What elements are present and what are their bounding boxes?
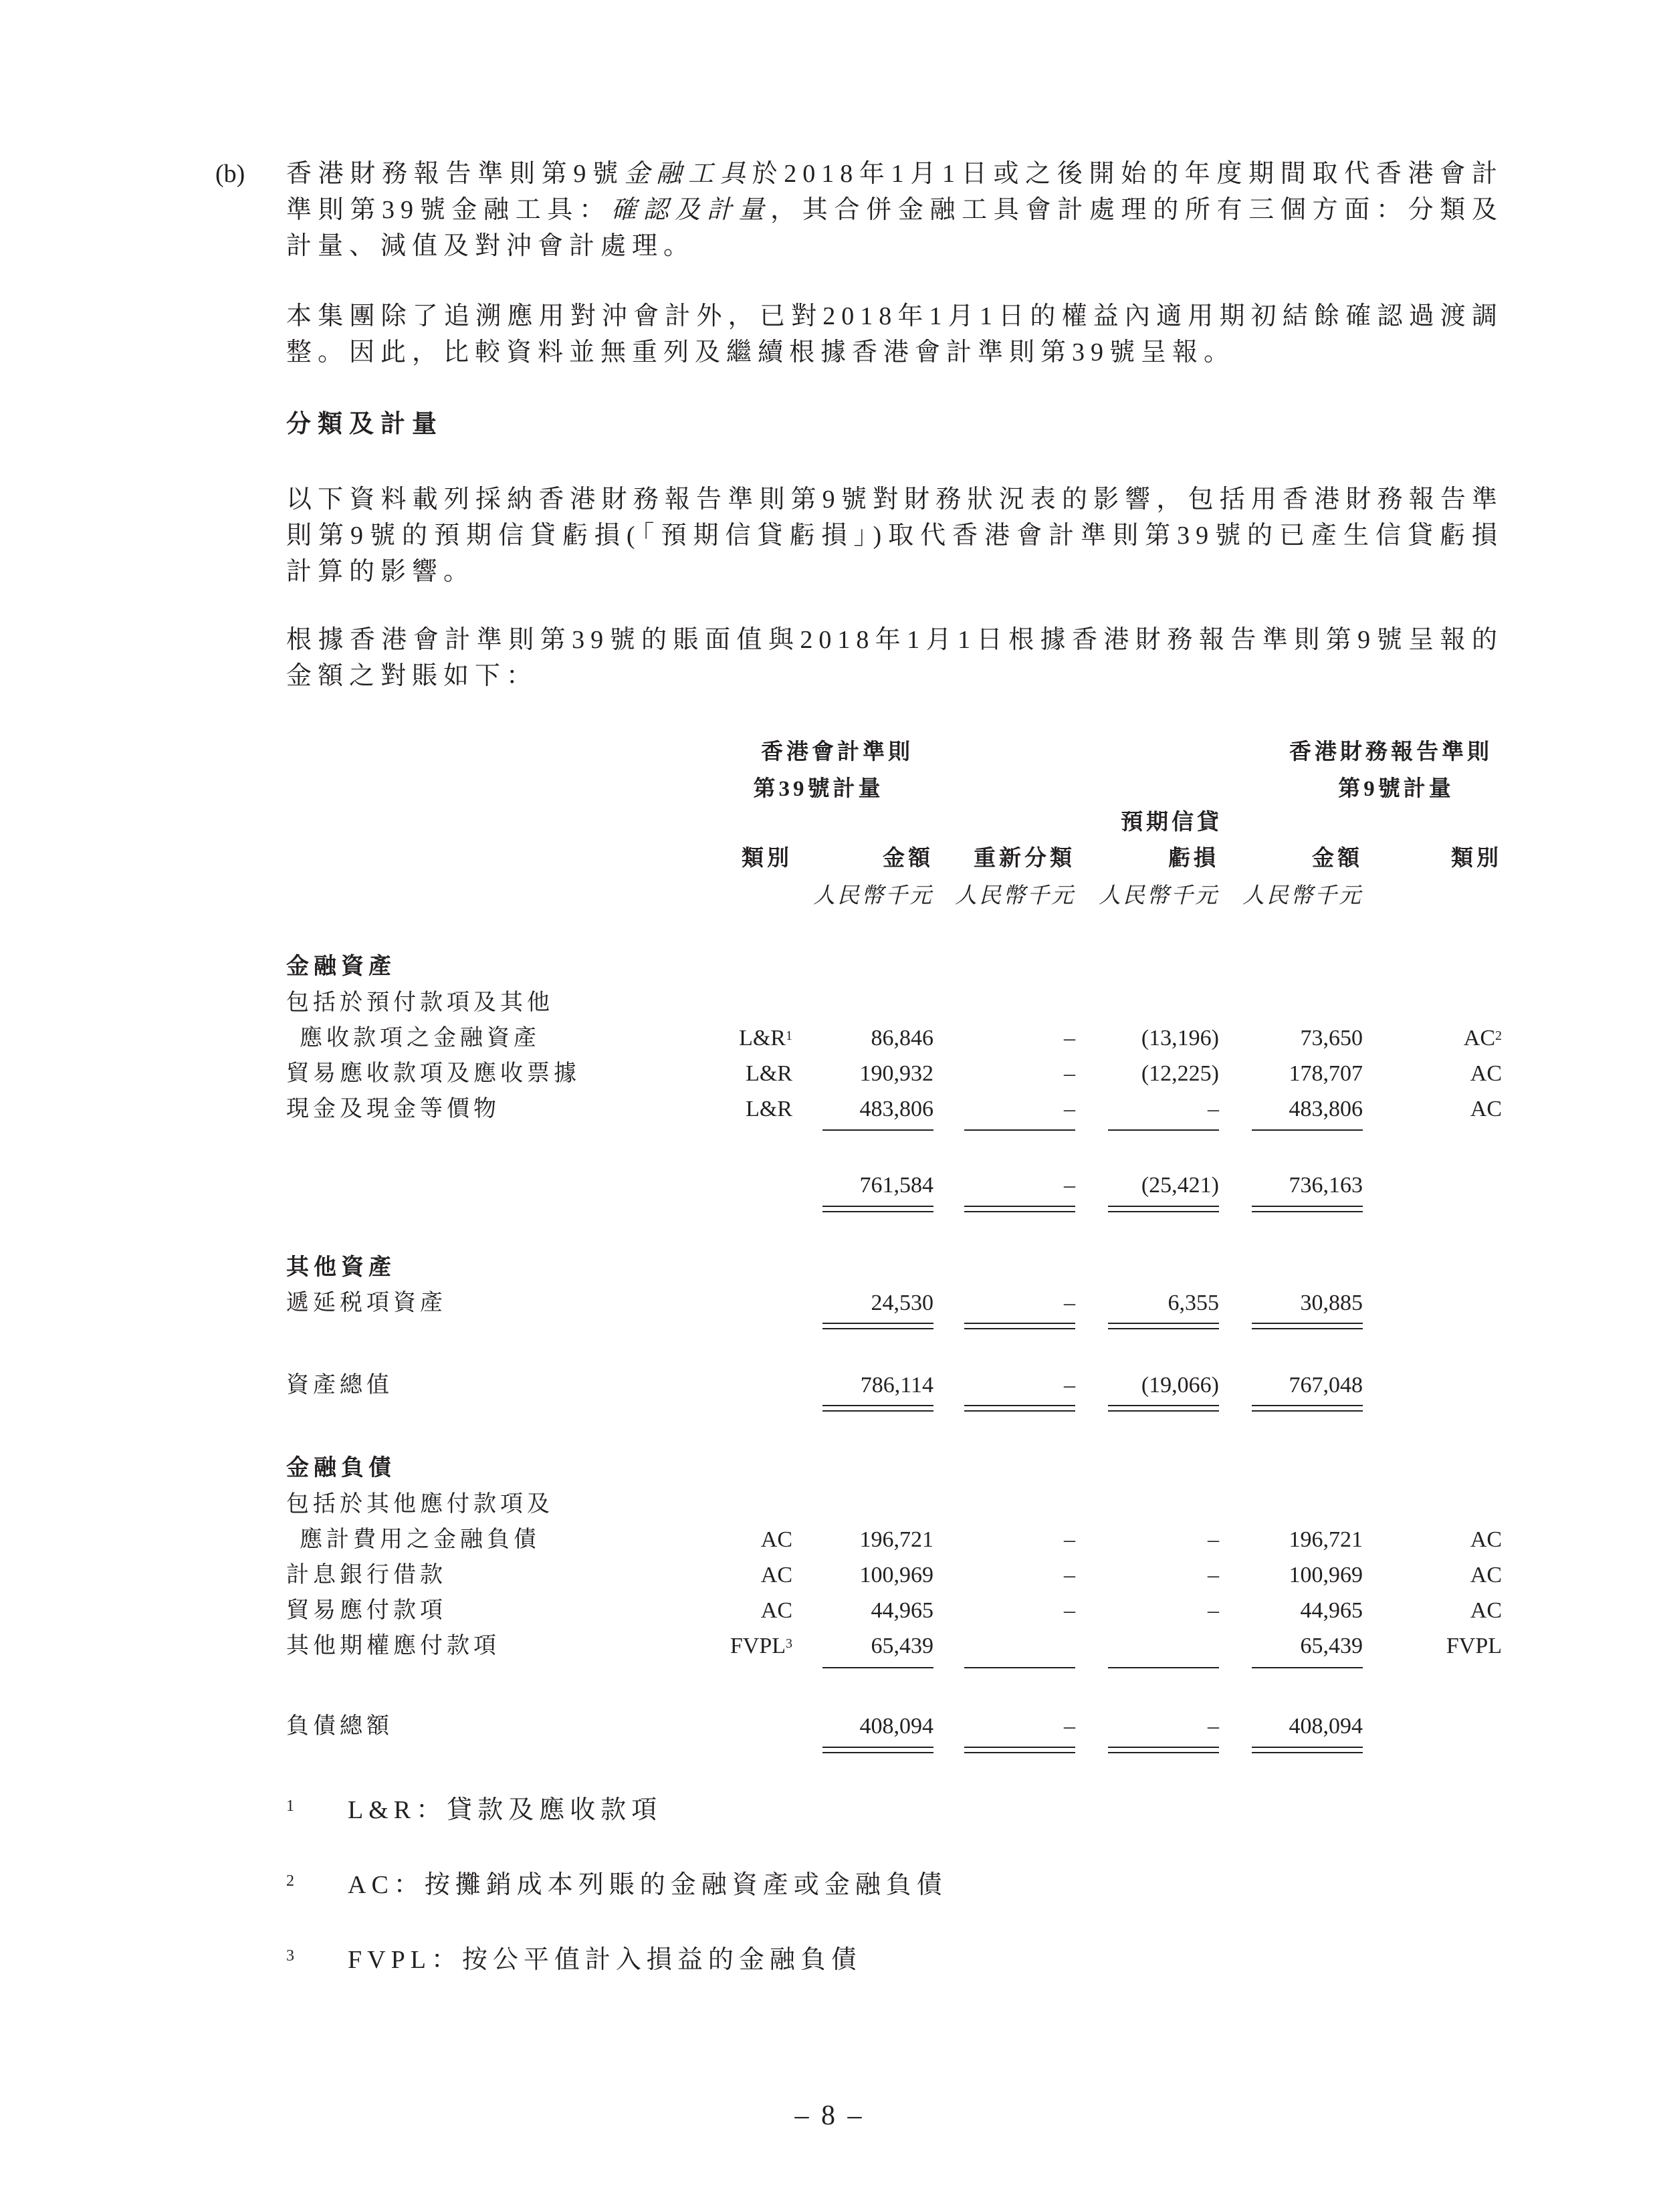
row-label: 應收款項之金融資產 (300, 1026, 540, 1050)
rule (964, 1667, 1075, 1668)
cell-amount-subtotal: 761,584 (859, 1173, 933, 1198)
cell-amount-2-total: 767,048 (1289, 1373, 1363, 1398)
cell-amount-2: 178,707 (1289, 1061, 1363, 1086)
cell-ecl-total: – (1208, 1714, 1219, 1739)
row-label: 遞延税項資產 (286, 1291, 447, 1315)
cell-amount: 86,846 (871, 1026, 933, 1050)
double-rule (1108, 1206, 1219, 1212)
cell-category: L&R (746, 1097, 792, 1121)
unit-reclass: 人民幣千元 (955, 884, 1075, 908)
double-rule (1252, 1405, 1363, 1412)
section-financial-liabilities: 金融負債 (286, 1456, 396, 1480)
double-rule (1108, 1747, 1219, 1753)
cell-ecl: 6,355 (1168, 1291, 1219, 1315)
cell-amount-2: 65,439 (1300, 1634, 1363, 1658)
footnote-mark: 3 (286, 1947, 294, 1965)
footnote-mark: 2 (286, 1872, 294, 1890)
cell-amount: 196,721 (859, 1527, 933, 1552)
double-rule (1108, 1323, 1219, 1329)
rule (1252, 1129, 1363, 1131)
cell-category: FVPL$^3$ (730, 1634, 792, 1658)
section-total-liabilities: 負債總額 (286, 1714, 393, 1739)
cell-reclass: – (1064, 1026, 1075, 1050)
cell-amount: 24,530 (871, 1291, 933, 1315)
double-rule (822, 1405, 933, 1412)
cell-category: $L\&R^1$ (739, 1026, 792, 1050)
cell-amount-2: 483,806 (1289, 1097, 1363, 1121)
unit-ecl: 人民幣千元 (1099, 884, 1219, 908)
cell-amount-2-subtotal: 736,163 (1289, 1173, 1363, 1198)
row-label: 包括於其他應付款項及 (286, 1492, 554, 1517)
header-amount-2: 金額 (1312, 847, 1363, 871)
cell-amount-2: 100,969 (1289, 1563, 1363, 1587)
cell-amount: 44,965 (871, 1598, 933, 1623)
footnote-text: FVPL：按公平值計入損益的金融負債 (348, 1946, 862, 1974)
double-rule (1252, 1747, 1363, 1753)
paragraph-2: 本集團除了追溯應用對沖會計外，已對2018年1月1日的權益內適用期初結餘確認過渡調整。因此，比較資料並無重列及繼續根據香港會計準則第39號呈報。 (286, 302, 1503, 366)
cell-category-2: AC (1470, 1563, 1502, 1587)
page-number: – 8 – (794, 2100, 865, 2131)
cell-category-2: AC (1470, 1061, 1502, 1086)
double-rule (964, 1323, 1075, 1329)
rule (964, 1129, 1075, 1131)
header-hkfrs9-line1: 香港財務報告準則 (1289, 740, 1492, 764)
double-rule (1252, 1206, 1363, 1212)
cell-amount-2: 44,965 (1300, 1598, 1363, 1623)
cell-ecl-total: (19,066) (1141, 1373, 1219, 1398)
rule (1108, 1667, 1219, 1668)
double-rule (822, 1747, 933, 1753)
cell-ecl: – (1208, 1563, 1219, 1587)
double-rule (822, 1323, 933, 1329)
header-hkas39-line1: 香港會計準則 (761, 740, 913, 764)
double-rule (1252, 1323, 1363, 1329)
row-label: 應計費用之金融負債 (300, 1527, 540, 1552)
cell-amount-2: 196,721 (1289, 1527, 1363, 1552)
cell-reclass: – (1064, 1097, 1075, 1121)
double-rule (964, 1405, 1075, 1412)
cell-amount-2: 30,885 (1300, 1291, 1363, 1315)
paragraph-3: 以下資料載列採納香港財務報告準則第9號對財務狀況表的影響，包括用香港財務報告準則第9號的預期信貸虧損(「預期信貸虧損」)取代香港會計準則第39號的已產生信貸虧損計算的影響。 (286, 485, 1503, 586)
double-rule (822, 1206, 933, 1212)
cell-amount: 65,439 (871, 1634, 933, 1658)
row-label: 其他期權應付款項 (286, 1634, 500, 1658)
paragraph-4: 根據香港會計準則第39號的賬面值與2018年1月1日根據香港財務報告準則第9號呈報的金額之對賬如下： (286, 626, 1503, 690)
cell-reclass: – (1064, 1061, 1075, 1086)
header-category-2: 類別 (1451, 847, 1502, 871)
footnote-text: AC：按攤銷成本列賬的金融資產或金融負債 (348, 1871, 948, 1899)
row-label: 貿易應收款項及應收票據 (286, 1061, 580, 1086)
cell-reclass-subtotal: – (1064, 1173, 1075, 1198)
cell-category-2: $AC^2$ (1463, 1026, 1502, 1050)
cell-category-2: AC (1470, 1598, 1502, 1623)
header-category: 類別 (742, 847, 792, 871)
rule (822, 1667, 933, 1668)
cell-category-2: AC (1470, 1527, 1502, 1552)
footnote-mark: 1 (286, 1797, 294, 1815)
header-hkfrs9-line2: 第9號計量 (1338, 777, 1454, 801)
cell-reclass: – (1064, 1598, 1075, 1623)
item-marker: (b) (215, 160, 245, 188)
header-ecl-line1: 預期信貸 (1121, 810, 1222, 835)
cell-reclass: – (1064, 1563, 1075, 1587)
row-label: 現金及現金等價物 (286, 1097, 500, 1121)
section-heading: 分類及計量 (286, 411, 443, 438)
row-label: 計息銀行借款 (286, 1563, 447, 1587)
cell-reclass-total: – (1064, 1714, 1075, 1739)
rule (1108, 1129, 1219, 1131)
cell-amount: 483,806 (859, 1097, 933, 1121)
cell-amount: 100,969 (859, 1563, 933, 1587)
header-amount: 金額 (883, 847, 933, 871)
cell-reclass: – (1064, 1291, 1075, 1315)
cell-reclass: – (1064, 1527, 1075, 1552)
footnote-text: L&R：貸款及應收款項 (348, 1796, 663, 1824)
rule (1252, 1667, 1363, 1668)
header-hkas39-line2: 第39號計量 (753, 777, 884, 801)
cell-category: AC (760, 1598, 792, 1623)
section-other-assets: 其他資產 (286, 1255, 396, 1280)
header-reclassification: 重新分類 (974, 847, 1075, 871)
cell-category-2: AC (1470, 1097, 1502, 1121)
cell-reclass-total: – (1064, 1373, 1075, 1398)
double-rule (964, 1747, 1075, 1753)
cell-ecl: (12,225) (1141, 1061, 1219, 1086)
row-label: 包括於預付款項及其他 (286, 990, 554, 1015)
cell-ecl-subtotal: (25,421) (1141, 1173, 1219, 1198)
section-total-assets: 資產總值 (286, 1373, 393, 1398)
cell-amount: 190,932 (859, 1061, 933, 1086)
section-financial-assets: 金融資產 (286, 954, 396, 979)
double-rule (964, 1206, 1075, 1212)
cell-ecl: – (1208, 1598, 1219, 1623)
header-ecl-line2: 虧損 (1168, 847, 1219, 871)
cell-amount-total: 408,094 (859, 1714, 933, 1739)
double-rule (1108, 1405, 1219, 1412)
cell-ecl: (13,196) (1141, 1026, 1219, 1050)
row-label: 貿易應付款項 (286, 1598, 447, 1623)
cell-category: L&R (746, 1061, 792, 1086)
cell-amount-2: 73,650 (1300, 1026, 1363, 1050)
cell-ecl: – (1208, 1097, 1219, 1121)
cell-amount-total: 786,114 (860, 1373, 933, 1398)
cell-category: AC (760, 1563, 792, 1587)
cell-amount-2-total: 408,094 (1289, 1714, 1363, 1739)
unit-amount-2: 人民幣千元 (1242, 884, 1363, 908)
paragraph-1: 香港財務報告準則第9號金融工具於2018年1月1日或之後開始的年度期間取代香港會計準則第39號金融工具：確認及計量，其合併金融工具會計處理的所有三個方面：分類及計量、減值及對沖會計處理。 (286, 160, 1503, 260)
rule (822, 1129, 933, 1131)
cell-ecl: – (1208, 1527, 1219, 1552)
cell-category: AC (760, 1527, 792, 1552)
cell-category-2: FVPL (1446, 1634, 1502, 1658)
unit-amount: 人民幣千元 (813, 884, 933, 908)
